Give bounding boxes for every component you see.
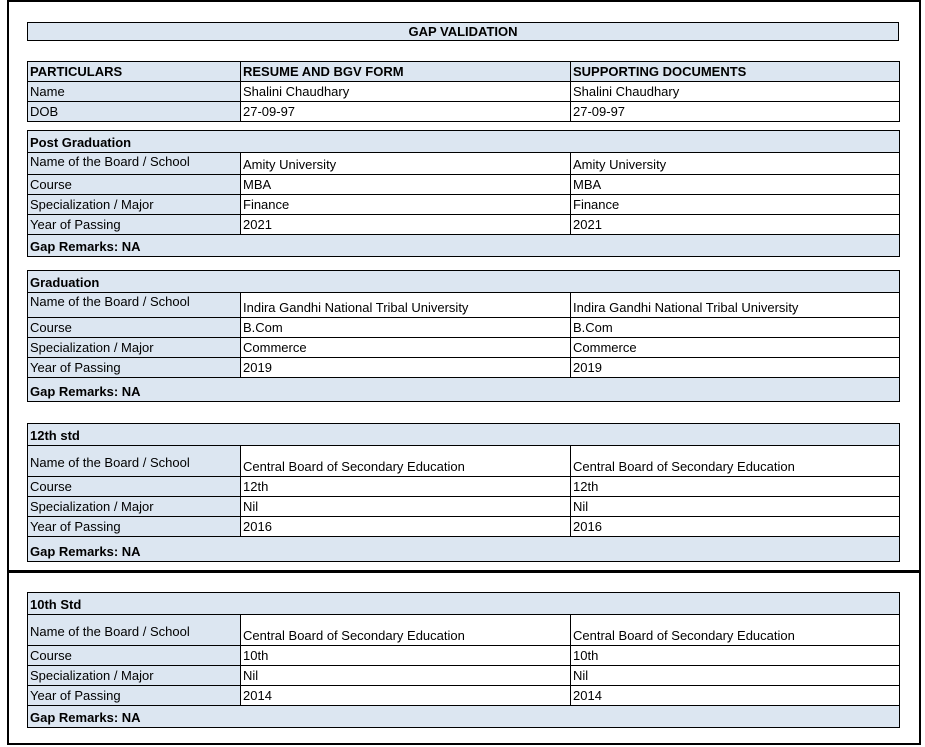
row-label: Specialization / Major <box>28 195 241 215</box>
header-row <box>28 62 900 82</box>
documents-value: Commerce <box>571 338 900 358</box>
documents-value: Nil <box>571 497 900 517</box>
table-row <box>28 318 900 338</box>
resume-value: 27-09-97 <box>241 102 571 122</box>
documents-value: Indira Gandhi National Tribal University <box>571 293 900 318</box>
gap-remarks: Gap Remarks: NA <box>28 706 900 728</box>
row-label: Course <box>28 175 241 195</box>
documents-value: 27-09-97 <box>571 102 900 122</box>
documents-value: 2021 <box>571 215 900 235</box>
section-title: 12th std <box>28 424 900 446</box>
resume-value: Central Board of Secondary Education <box>241 446 571 477</box>
table-row <box>28 666 900 686</box>
table-row <box>28 215 900 235</box>
gap-remarks: Gap Remarks: NA <box>28 537 900 562</box>
section-title: 10th Std <box>28 593 900 615</box>
table-row <box>28 338 900 358</box>
gap-remarks: Gap Remarks: NA <box>28 378 900 402</box>
resume-value: Commerce <box>241 338 571 358</box>
documents-value: Finance <box>571 195 900 215</box>
resume-value: 12th <box>241 477 571 497</box>
documents-value: Shalini Chaudhary <box>571 82 900 102</box>
row-label: Specialization / Major <box>28 497 241 517</box>
documents-value: B.Com <box>571 318 900 338</box>
section-post-graduation <box>27 130 900 257</box>
documents-value: Central Board of Secondary Education <box>571 615 900 646</box>
row-label: Year of Passing <box>28 215 241 235</box>
row-label: Name of the Board / School <box>28 615 241 646</box>
row-label: Course <box>28 318 241 338</box>
section-title: Post Graduation <box>28 131 900 153</box>
table-row <box>28 446 900 477</box>
resume-value: Central Board of Secondary Education <box>241 615 571 646</box>
section-title: Graduation <box>28 271 900 293</box>
table-row <box>28 102 900 122</box>
table-row <box>28 477 900 497</box>
row-label: Year of Passing <box>28 686 241 706</box>
row-label: Name <box>28 82 241 102</box>
header-documents: SUPPORTING DOCUMENTS <box>571 62 900 82</box>
documents-value: 2019 <box>571 358 900 378</box>
documents-value: 12th <box>571 477 900 497</box>
table-row <box>28 175 900 195</box>
page-title: GAP VALIDATION <box>27 22 899 41</box>
table-row <box>28 195 900 215</box>
resume-value: B.Com <box>241 318 571 338</box>
row-label: Name of the Board / School <box>28 153 241 175</box>
documents-value: 10th <box>571 646 900 666</box>
resume-value: Amity University <box>241 153 571 175</box>
table-row <box>28 517 900 537</box>
table-row <box>28 497 900 517</box>
header-resume: RESUME AND BGV FORM <box>241 62 571 82</box>
row-label: Course <box>28 477 241 497</box>
resume-value: Finance <box>241 195 571 215</box>
documents-value: Central Board of Secondary Education <box>571 446 900 477</box>
row-label: Year of Passing <box>28 517 241 537</box>
row-label: Year of Passing <box>28 358 241 378</box>
resume-value: 2014 <box>241 686 571 706</box>
resume-value: Nil <box>241 497 571 517</box>
table-row <box>28 646 900 666</box>
table-row <box>28 293 900 318</box>
row-label: Course <box>28 646 241 666</box>
section-12th-std <box>27 423 900 562</box>
row-label: Name of the Board / School <box>28 446 241 477</box>
table-row <box>28 615 900 646</box>
row-label: Specialization / Major <box>28 666 241 686</box>
section-10th-std <box>27 592 900 728</box>
resume-value: Shalini Chaudhary <box>241 82 571 102</box>
resume-value: 10th <box>241 646 571 666</box>
row-label: Specialization / Major <box>28 338 241 358</box>
documents-value: MBA <box>571 175 900 195</box>
section-graduation <box>27 270 900 402</box>
resume-value: Nil <box>241 666 571 686</box>
row-label: Name of the Board / School <box>28 293 241 318</box>
documents-value: Amity University <box>571 153 900 175</box>
resume-value: Indira Gandhi National Tribal University <box>241 293 571 318</box>
resume-value: 2021 <box>241 215 571 235</box>
particulars-table <box>27 61 900 122</box>
header-particulars: PARTICULARS <box>28 62 241 82</box>
table-row <box>28 82 900 102</box>
documents-value: 2016 <box>571 517 900 537</box>
documents-value: Nil <box>571 666 900 686</box>
resume-value: 2016 <box>241 517 571 537</box>
documents-value: 2014 <box>571 686 900 706</box>
resume-value: 2019 <box>241 358 571 378</box>
table-row <box>28 358 900 378</box>
table-row <box>28 153 900 175</box>
resume-value: MBA <box>241 175 571 195</box>
gap-remarks: Gap Remarks: NA <box>28 235 900 257</box>
table-row <box>28 686 900 706</box>
row-label: DOB <box>28 102 241 122</box>
